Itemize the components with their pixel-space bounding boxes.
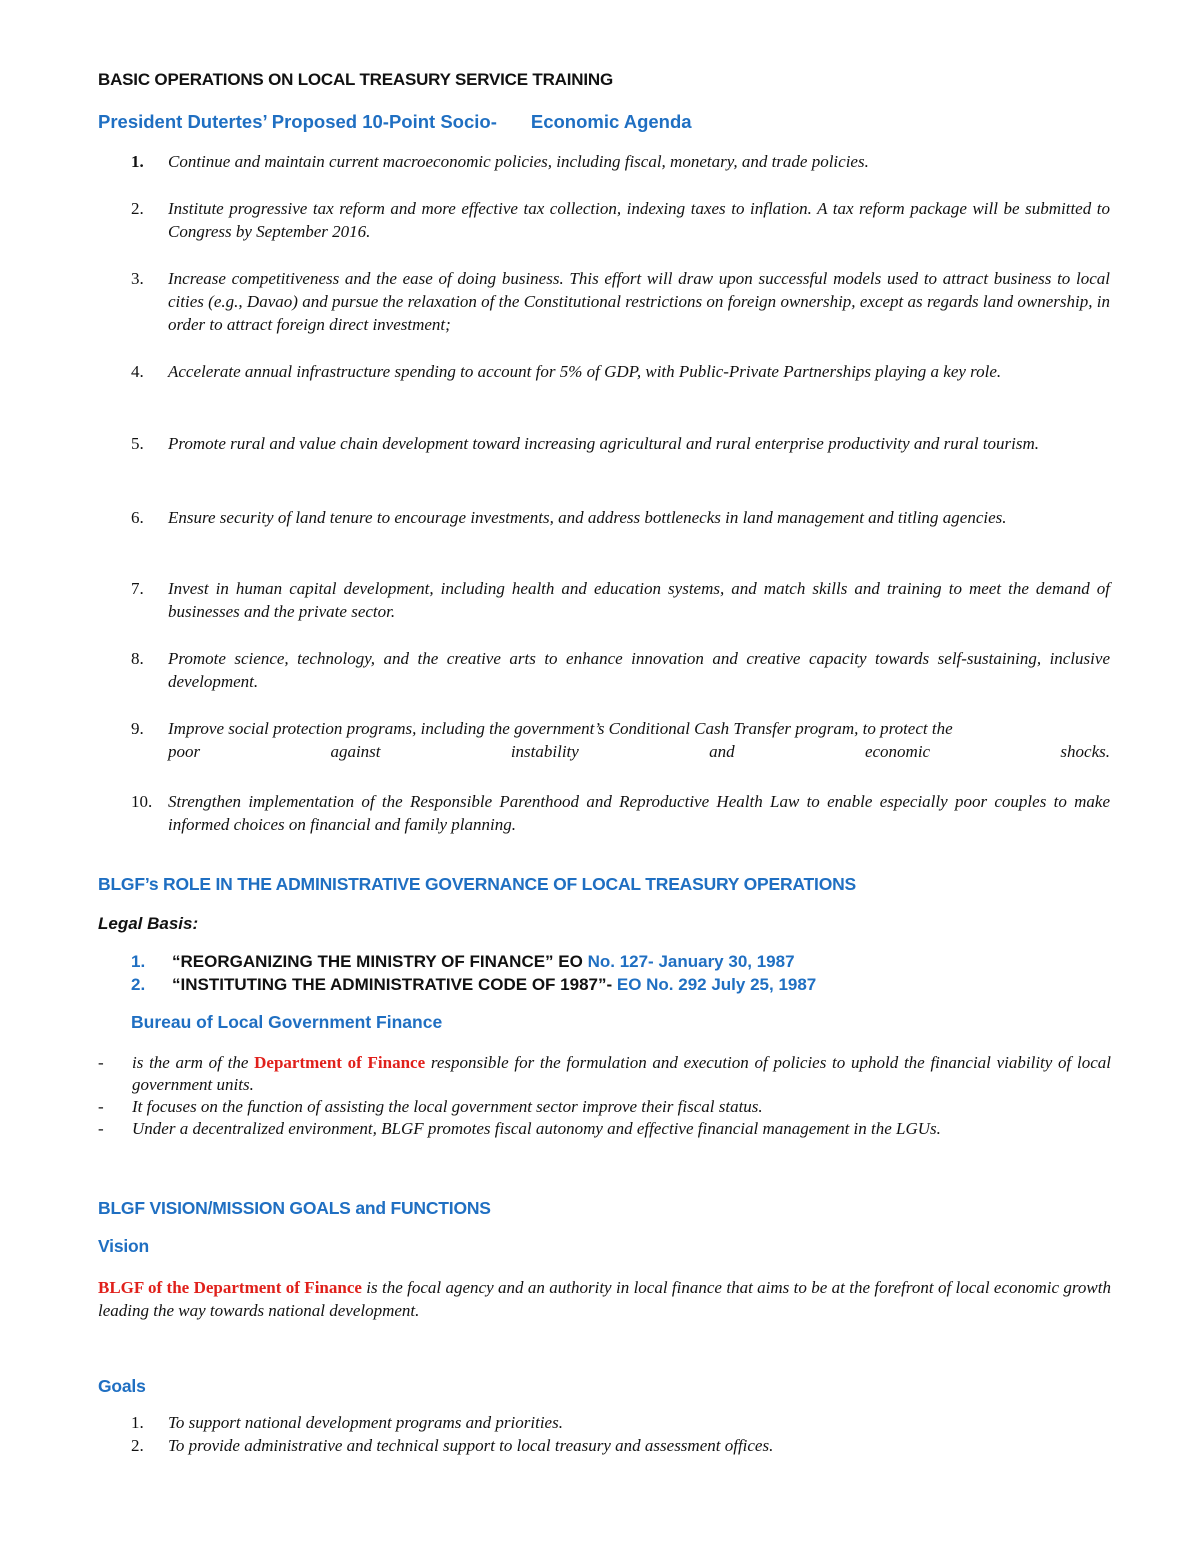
- document-title: BASIC OPERATIONS ON LOCAL TREASURY SERVICE TRAINING: [98, 70, 613, 89]
- agenda-item: [131, 360, 1111, 383]
- goal-item: [131, 1436, 1031, 1459]
- agenda-item-number: 5.: [131, 434, 144, 453]
- legal-basis-title: “REORGANIZING THE MINISTRY OF FINANCE” EO: [172, 952, 583, 971]
- department-of-finance-emphasis: Department of Finance: [254, 1053, 426, 1072]
- agenda-item-number: 9.: [131, 719, 144, 738]
- goal-item: [131, 1413, 1031, 1436]
- agenda-item-number: 10.: [131, 792, 153, 811]
- agenda-item-text: Increase competitiveness and the ease of doing business. This effort will draw upon successful models used to attract business to local cities (e.g., Davao) and pursue the relaxation of the Constitutional restrictions on foreign ownership, except as regards land ownership, in order to attract foreign direct investment;: [168, 269, 1110, 334]
- legal-basis-number: 1.: [131, 952, 146, 971]
- goal-text: To provide administrative and technical support to local treasury and assessment offices.: [168, 1436, 774, 1455]
- agenda-item-text: Promote rural and value chain development toward increasing agricultural and rural enterprise productivity and rural tourism.: [168, 434, 1040, 453]
- goal-number: 1.: [131, 1413, 144, 1432]
- bureau-point: [98, 1118, 1111, 1140]
- vision-mission-heading: BLGF VISION/MISSION GOALS and FUNCTIONS: [98, 1198, 491, 1218]
- agenda-item: [131, 432, 1111, 455]
- bullet-dash: -: [98, 1053, 104, 1072]
- blgf-role-heading: BLGF’s ROLE IN THE ADMINISTRATIVE GOVERNANCE OF LOCAL TREASURY OPERATIONS: [98, 874, 857, 894]
- vision-text: is the focal agency and an authority in local finance that aims to be at the forefront of local economic growth leading the way towards national development.: [98, 1278, 1111, 1320]
- agenda-item: [131, 790, 1111, 836]
- agenda-item-text-line1: Improve social protection programs, including the government’s Conditional Cash Transfer program, to protect the: [168, 719, 953, 738]
- legal-basis-list: [131, 952, 1031, 998]
- legal-basis-reference: No. 127- January 30, 1987: [582, 952, 795, 971]
- bureau-point: [98, 1096, 1111, 1118]
- agenda-item: [131, 197, 1111, 243]
- goals-heading: Goals: [98, 1376, 146, 1396]
- agenda-heading: [98, 111, 692, 133]
- bureau-point-text: Under a decentralized environment, BLGF promotes fiscal autonomy and effective financial management in the LGUs.: [132, 1119, 941, 1138]
- agenda-item-text: Institute progressive tax reform and more effective tax collection, indexing taxes to inflation. A tax reform package will be submitted to Congress by September 2016.: [168, 199, 1110, 241]
- bureau-heading: Bureau of Local Government Finance: [131, 1012, 443, 1032]
- bureau-point-text: responsible for the formulation and execution of policies to uphold the financial viability of local government units.: [132, 1053, 1111, 1094]
- legal-basis-title: “INSTITUTING THE ADMINISTRATIVE CODE OF 1987”-: [172, 975, 613, 994]
- agenda-item-text: Continue and maintain current macroeconomic policies, including fiscal, monetary, and trade policies.: [168, 152, 869, 171]
- agenda-item: [131, 150, 1111, 173]
- agenda-item-text: Accelerate annual infrastructure spending to account for 5% of GDP, with Public-Private Partnerships playing a key role.: [168, 362, 1002, 381]
- bullet-dash: -: [98, 1119, 104, 1138]
- agenda-item: [131, 717, 1111, 763]
- goal-number: 2.: [131, 1436, 144, 1455]
- agenda-heading-part1: President Dutertes’ Proposed 10-Point Socio-: [98, 111, 497, 132]
- bureau-point: [98, 1052, 1111, 1096]
- agenda-item-number: 3.: [131, 269, 144, 288]
- agenda-item-text: Invest in human capital development, including health and education systems, and match skills and training to meet the demand of businesses and the private sector.: [168, 579, 1110, 621]
- agenda-item-number: 7.: [131, 579, 144, 598]
- agenda-item-text-line2: poor against instability and economic shocks.: [168, 742, 1110, 761]
- agenda-item-number: 4.: [131, 362, 144, 381]
- agenda-item-text: Promote science, technology, and the creative arts to enhance innovation and creative capacity towards self-sustaining, inclusive development.: [168, 649, 1110, 691]
- goal-text: To support national development programs and priorities.: [168, 1413, 563, 1432]
- legal-basis-number: 2.: [131, 975, 146, 994]
- agenda-item-number: 6.: [131, 508, 144, 527]
- legal-basis-item: [131, 952, 1031, 975]
- goals-list: [131, 1413, 1031, 1459]
- vision-emphasis: BLGF of the Department of Finance: [98, 1278, 362, 1297]
- agenda-item-text: Strengthen implementation of the Responsible Parenthood and Reproductive Health Law to enable especially poor couples to make informed choices on financial and family planning.: [168, 792, 1110, 834]
- legal-basis-label: Legal Basis:: [98, 914, 199, 933]
- bureau-point-text: It focuses on the function of assisting the local government sector improve their fiscal status.: [132, 1097, 763, 1116]
- agenda-item: [131, 647, 1111, 693]
- agenda-item-number: 8.: [131, 649, 144, 668]
- bureau-point-text: is the arm of the: [132, 1053, 255, 1072]
- agenda-item-number: 1.: [131, 152, 144, 171]
- bullet-dash: -: [98, 1097, 104, 1116]
- vision-heading: Vision: [98, 1236, 149, 1256]
- vision-paragraph: [98, 1276, 1111, 1322]
- legal-basis-reference: EO No. 292 July 25, 1987: [612, 975, 817, 994]
- agenda-item: [131, 577, 1111, 623]
- bureau-points: [98, 1052, 1111, 1140]
- legal-basis-item: [131, 975, 1031, 998]
- agenda-item-text: Ensure security of land tenure to encourage investments, and address bottlenecks in land management and titling agencies.: [168, 508, 1007, 527]
- agenda-item: [131, 267, 1111, 336]
- agenda-item-number: 2.: [131, 199, 144, 218]
- agenda-item: [131, 506, 1111, 529]
- agenda-heading-part2: Economic Agenda: [530, 111, 692, 132]
